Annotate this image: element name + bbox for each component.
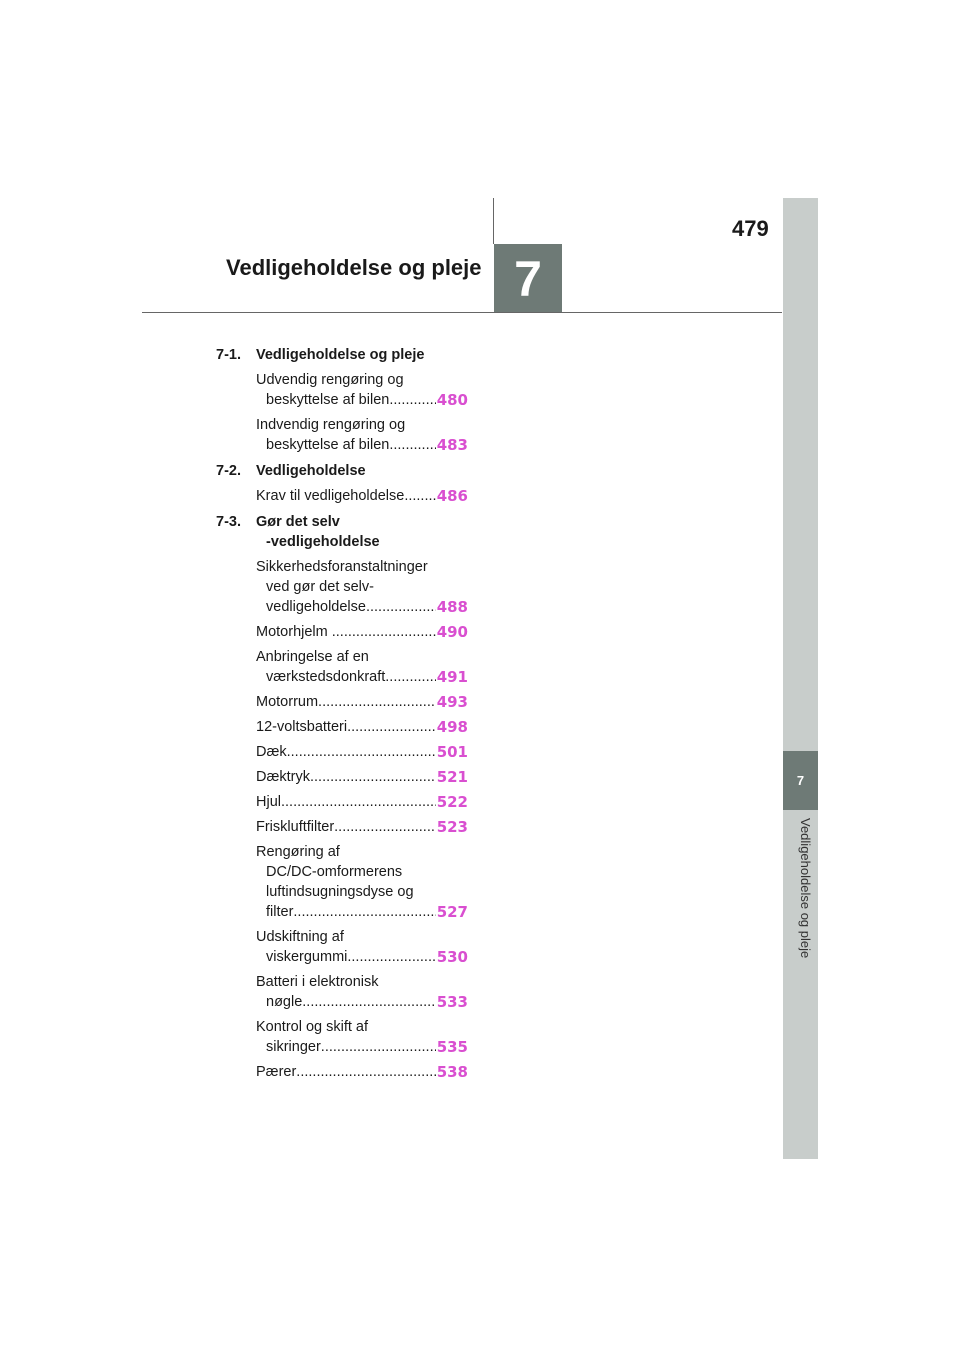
toc-entry-text: beskyttelse af bilen	[266, 437, 390, 453]
toc-page-link[interactable]: 538	[436, 1063, 468, 1081]
toc-section	[216, 512, 468, 552]
toc-entry-text: Sikkerhedsforanstaltninger	[256, 559, 428, 575]
toc-entry[interactable]	[256, 486, 468, 506]
toc-section	[216, 345, 468, 365]
toc-page-link[interactable]: 527	[436, 903, 468, 921]
toc-leader-dots	[347, 717, 436, 737]
toc-leader-dots	[366, 597, 436, 617]
toc-entry[interactable]	[256, 742, 468, 762]
chapter-number-box: 7	[494, 244, 562, 313]
toc-entry-text: Motorhjelm	[256, 624, 332, 640]
toc-leader-dots	[293, 902, 435, 922]
toc-page-link[interactable]: 535	[436, 1038, 468, 1056]
side-chapter-label: Vedligeholdelse og pleje	[798, 818, 813, 959]
toc-entry[interactable]	[256, 415, 468, 455]
toc-leader-dots	[334, 817, 436, 837]
toc-entry-text: Rengøring af	[256, 844, 340, 860]
toc-leader-dots	[310, 767, 436, 787]
toc-leader-dots	[404, 486, 435, 506]
toc-entry-text: 12-voltsbatteri	[256, 719, 348, 735]
toc-section	[216, 461, 468, 481]
toc-entry[interactable]	[256, 1017, 468, 1057]
toc-leader-dots	[287, 742, 436, 762]
header-divider-horizontal	[142, 312, 782, 313]
toc-leader-dots	[389, 435, 435, 455]
toc-entry-text: DC/DC-omformerens	[266, 864, 403, 880]
table-of-contents	[216, 345, 468, 1082]
toc-entry-text: Pærer	[256, 1064, 297, 1080]
toc-leader-dots	[318, 692, 436, 712]
toc-entry-text: beskyttelse af bilen	[266, 392, 390, 408]
toc-page-link[interactable]: 483	[436, 436, 468, 454]
toc-entry-text: ved gør det selv-	[266, 579, 374, 595]
toc-entry[interactable]	[256, 842, 468, 922]
toc-page-link[interactable]: 501	[436, 743, 468, 761]
toc-leader-dots	[321, 1037, 436, 1057]
toc-entry[interactable]	[256, 370, 468, 410]
toc-entry[interactable]	[256, 622, 468, 642]
toc-page-link[interactable]: 530	[436, 948, 468, 966]
toc-leader-dots	[302, 992, 435, 1012]
toc-page-link[interactable]: 491	[436, 668, 468, 686]
toc-entry-text: Kontrol og skift af	[256, 1019, 369, 1035]
toc-page-link[interactable]: 521	[436, 768, 468, 786]
toc-section-title: Gør det selv	[256, 514, 340, 530]
toc-entry[interactable]	[256, 792, 468, 812]
toc-entry-text: Friskluftfilter	[256, 819, 335, 835]
toc-entry-text: sikringer	[266, 1039, 321, 1055]
toc-entry[interactable]	[256, 927, 468, 967]
toc-entry-text: nøgle	[266, 994, 303, 1010]
toc-page-link[interactable]: 488	[436, 598, 468, 616]
toc-page-link[interactable]: 493	[436, 693, 468, 711]
page-number: 479	[732, 216, 769, 241]
toc-entry[interactable]	[256, 647, 468, 687]
toc-leader-dots	[385, 667, 435, 687]
side-strip	[783, 198, 818, 1159]
toc-entry-text: Dæk	[256, 744, 287, 760]
toc-leader-dots	[332, 622, 436, 642]
toc-page-link[interactable]: 490	[436, 623, 468, 641]
toc-entry-text: Indvendig rengøring og	[256, 417, 406, 433]
toc-entry-text: Krav til vedligeholdelse	[256, 488, 405, 504]
toc-section-title: Vedligeholdelse og pleje	[256, 347, 425, 363]
toc-entry-text: Udskiftning af	[256, 929, 344, 945]
toc-entry-text: viskergummi	[266, 949, 348, 965]
side-chapter-tab[interactable]: 7	[783, 751, 818, 810]
toc-entry-text: Motorrum	[256, 694, 319, 710]
toc-section-title: Vedligeholdelse	[256, 463, 366, 479]
header-divider-vertical	[493, 198, 494, 244]
toc-entry-text: Dæktryk	[256, 769, 310, 785]
toc-entry-text: filter	[266, 904, 294, 920]
toc-entry-text: Hjul	[256, 794, 281, 810]
toc-entry[interactable]	[256, 717, 468, 737]
toc-page-link[interactable]: 480	[436, 391, 468, 409]
toc-entry-text: luftindsugningsdyse og	[266, 884, 414, 900]
toc-entry[interactable]	[256, 1062, 468, 1082]
toc-entry-text: Anbringelse af en	[256, 649, 369, 665]
toc-page-link[interactable]: 486	[436, 487, 468, 505]
toc-leader-dots	[281, 792, 436, 812]
toc-section-title: -vedligeholdelse	[266, 534, 380, 550]
toc-entry[interactable]	[256, 767, 468, 787]
toc-entry[interactable]	[256, 972, 468, 1012]
toc-leader-dots	[389, 390, 435, 410]
toc-page-link[interactable]: 522	[436, 793, 468, 811]
toc-entry-text: Udvendig rengøring og	[256, 372, 404, 388]
toc-leader-dots	[296, 1062, 435, 1082]
toc-section-number: 7-3.	[216, 514, 241, 530]
toc-entry[interactable]	[256, 817, 468, 837]
chapter-title: Vedligeholdelse og pleje	[226, 255, 482, 280]
toc-entry-text: værkstedsdonkraft	[266, 669, 386, 685]
toc-leader-dots	[347, 947, 435, 967]
toc-entry[interactable]	[256, 557, 468, 617]
toc-section-number: 7-1.	[216, 347, 241, 363]
toc-section-number: 7-2.	[216, 463, 241, 479]
toc-entry-text: vedligeholdelse	[266, 599, 366, 615]
toc-page-link[interactable]: 523	[436, 818, 468, 836]
toc-entry-text: Batteri i elektronisk	[256, 974, 379, 990]
toc-page-link[interactable]: 498	[436, 718, 468, 736]
toc-page-link[interactable]: 533	[436, 993, 468, 1011]
toc-entry[interactable]	[256, 692, 468, 712]
